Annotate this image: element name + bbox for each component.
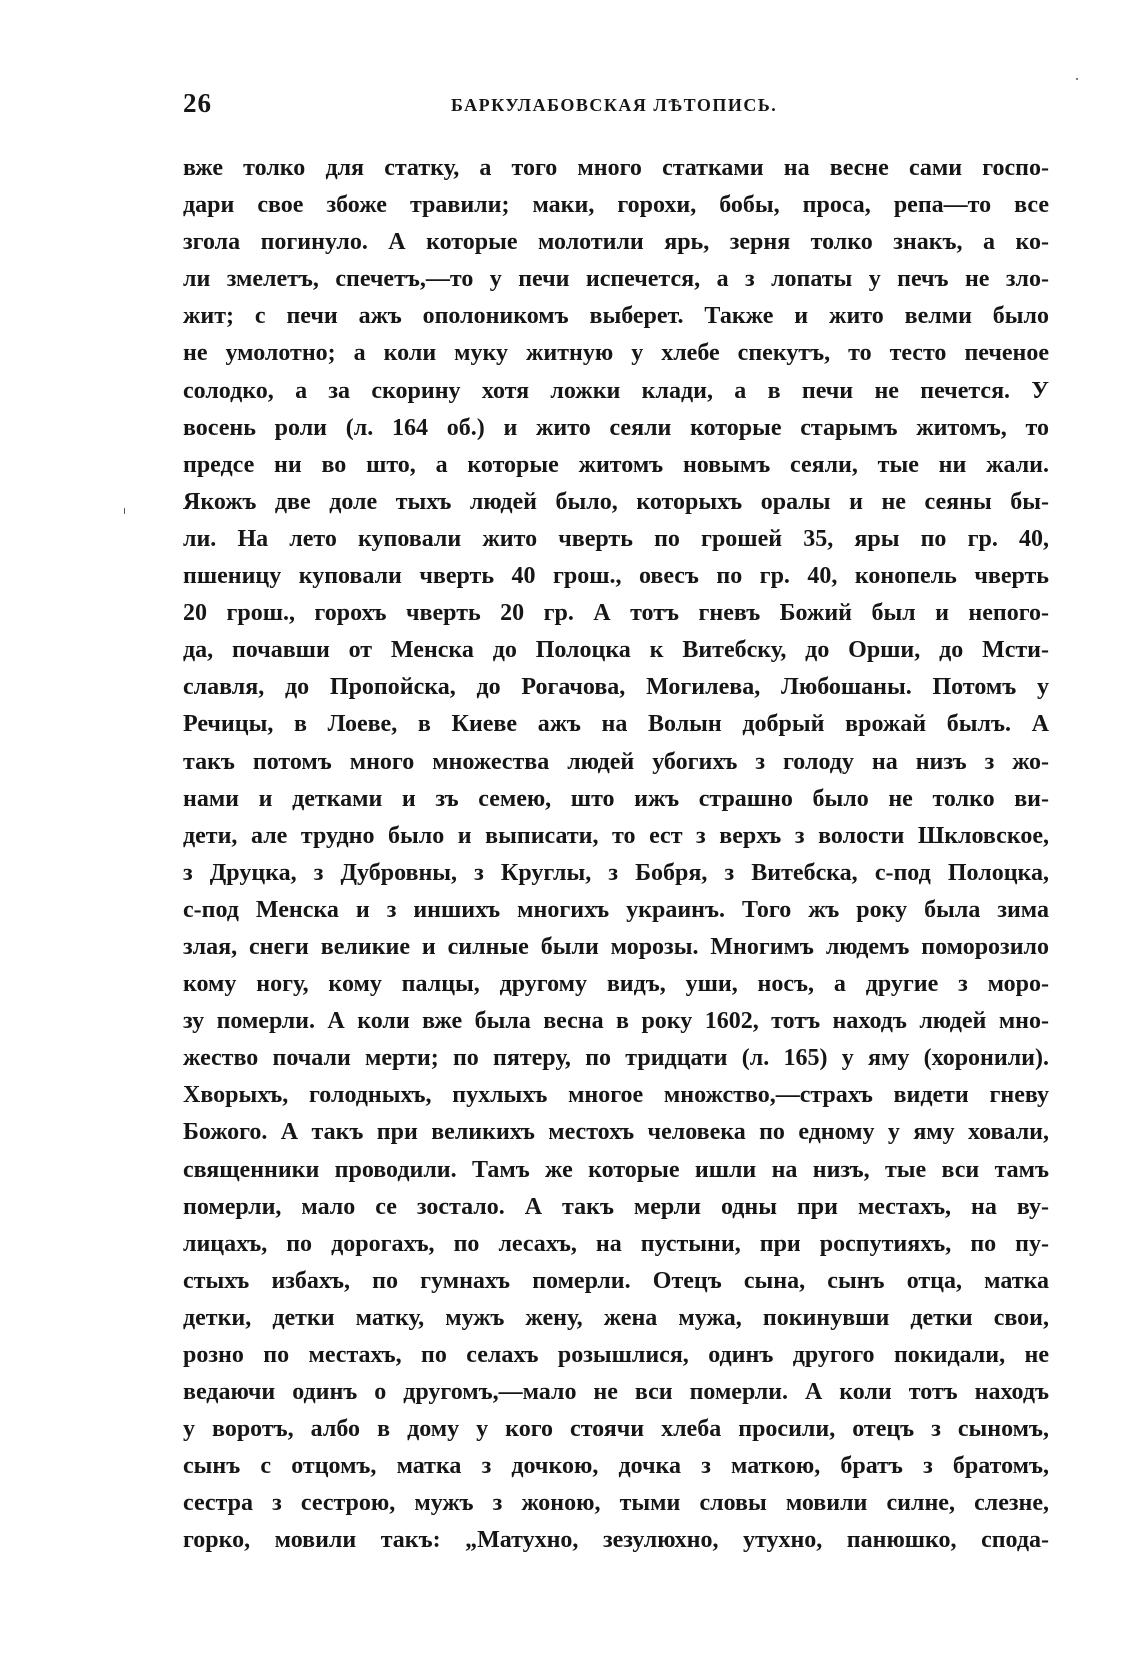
text-line: Речицы, в Лоеве, в Киеве ажъ на Волын добрый врожай былъ. А [183,711,1049,738]
text-line: такъ потомъ много множества людей убогихъ з голоду на низъ з жо- [183,748,1049,775]
page-header [183,88,1049,128]
text-line: ли. На лето куповали жито чверть по грошей 35, яры по гр. 40, [183,525,1049,552]
text-line: нами и детками и зъ семею, што ижъ страшно было не толко ви- [183,785,1049,812]
text-line: детки, детки матку, мужъ жену, жена мужа, покинувши детки свои, [183,1304,1049,1331]
text-line: с-под Менска и з иншихъ многихъ украинъ. Того жъ року была зима [183,896,1049,923]
text-line: Хворыхъ, голодныхъ, пухлыхъ многое множство,—страхъ видети гневу [183,1082,1049,1109]
text-line: з Друцка, з Дубровны, з Круглы, з Бобря, з Витебска, с-под Полоцка, [183,859,1049,886]
text-line: ведаючи одинъ о другомъ,—мало не вси померли. А коли тотъ находъ [183,1379,1049,1406]
text-line: 20 грош., горохъ чверть 20 гр. А тотъ гневъ Божий был и непого- [183,600,1049,627]
text-line: Якожъ две доле тыхъ людей было, которыхъ оралы и не сеяны бы- [183,488,1049,515]
text-line: предсе ни во што, а которые житомъ новымъ сеяли, тые ни жали. [183,451,1049,478]
text-line: Божого. А такъ при великихъ местохъ человека по едному у яму ховали, [183,1119,1049,1146]
text-line: згола погинуло. А которые молотили ярь, зерня толко знакъ, а ко- [183,229,1049,256]
text-line: жит; с печи ажъ ополоникомъ выберет. Также и жито велми было [183,303,1049,330]
text-line: солодко, а за скорину хотя ложки клади, а в печи не печется. У [183,377,1049,404]
text-line: пшеницу куповали чверть 40 грош., овесъ по гр. 40, конопель чверть [183,563,1049,590]
text-line: зу померли. А коли вже была весна в року 1602, тотъ находъ людей мно- [183,1008,1049,1035]
text-line: кому ногу, кому палцы, другому видъ, уши, носъ, а другие з моро- [183,971,1049,998]
text-line: священники проводили. Тамъ же которые ишли на низъ, тые вси тамъ [183,1156,1049,1183]
text-line: у воротъ, албо в дому у кого стоячи хлеба просили, отецъ з сыномъ, [183,1416,1049,1443]
text-line: восень роли (л. 164 об.) и жито сеяли которые старымъ житомъ, то [183,414,1049,441]
scan-speck [124,508,125,514]
page-number: 26 [183,88,212,118]
scan-speck [1076,78,1078,80]
text-line: розно по местахъ, по селахъ розышлися, одинъ другого покидали, не [183,1342,1049,1368]
text-line: дети, але трудно было и выписати, то ест з верхъ з волости Шкловское, [183,822,1049,849]
text-line: померли, мало се зостало. А такъ мерли одны при местахъ, на ву- [183,1193,1049,1220]
text-line: славля, до Пропойска, до Рогачова, Могилева, Любошаны. Потомъ у [183,674,1049,701]
text-line: ли змелетъ, спечетъ,—то у печи испечется, а з лопаты у печъ не зло- [183,266,1049,293]
text-line: вже толко для статку, а того много статками на весне сами госпо- [183,155,1049,181]
text-line: сынъ с отцомъ, матка з дочкою, дочка з маткою, братъ з братомъ, [183,1453,1049,1480]
running-title: БАРКУЛАБОВСКАЯ ЛѢТОПИСЬ. [451,95,778,115]
chronicle-text [183,150,1049,1560]
text-line: лицахъ, по дорогахъ, по лесахъ, на пустыни, при роспутияхъ, по пу- [183,1230,1049,1257]
text-line: стыхъ избахъ, по гумнахъ померли. Отецъ сына, сынъ отца, матка [183,1267,1049,1294]
text-line: горко, мовили такъ: „Матухно, зезулюхно, утухно, панюшко, спода- [183,1527,1049,1554]
text-line: дари свое збоже травили; маки, горохи, бобы, проса, репа—то все [183,192,1049,219]
text-line: не умолотно; а коли муку житную у хлебе спекутъ, то тесто печеное [183,340,1049,367]
text-line: да, почавши от Менска до Полоцка к Витебску, до Орши, до Мсти- [183,637,1049,664]
text-line: сестра з сестрою, мужъ з жоною, тыми словы мовили силне, слезне, [183,1490,1049,1517]
text-line: злая, снеги великие и силные были морозы. Многимъ людемъ поморозило [183,933,1049,960]
text-line: жество почали мерти; по пятеру, по тридцати (л. 165) у яму (хоронили). [183,1045,1049,1072]
